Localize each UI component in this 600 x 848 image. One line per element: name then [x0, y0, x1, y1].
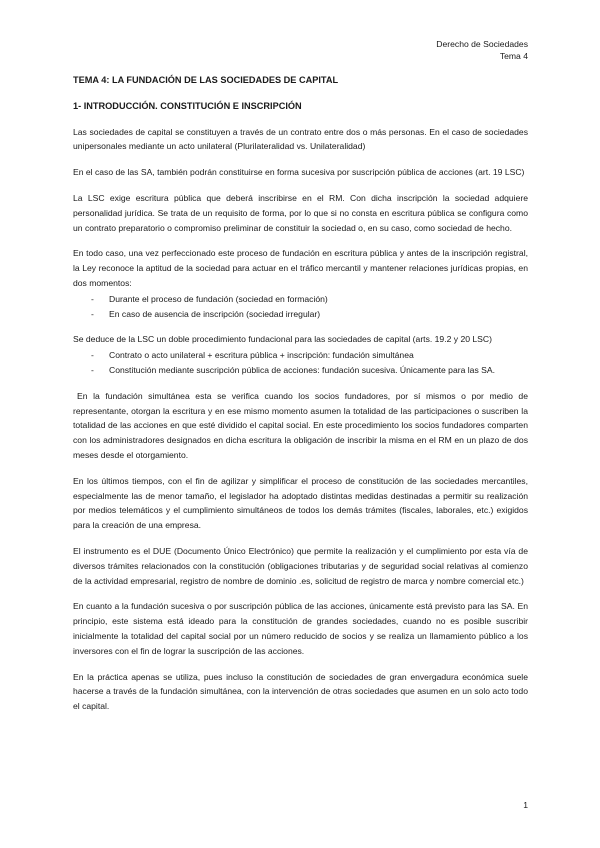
bullet-list [73, 348, 528, 378]
list-item: - En caso de ausencia de inscripción (sociedad irregular) [91, 307, 528, 322]
bullet-list [73, 292, 528, 322]
page-number: 1 [523, 800, 528, 810]
list-item: - Contrato o acto unilateral + escritura pública + inscripción: fundación simultánea [91, 348, 528, 363]
paragraph: En cuanto a la fundación sucesiva o por suscripción pública de las acciones, únicamente está previsto para las SA. En principio, este sistema está ideado para la constitución de grandes sociedades, cuando no es posible suscribir inicialmente la totalidad del capital social por un número reducido de socios y se realiza un llamamiento público a los inversores con el fin de lograr la suscripción de las acciones. [73, 601, 528, 656]
paragraph: En todo caso, una vez perfeccionado este proceso de fundación en escritura pública y antes de la inscripción registral, la Ley reconoce la aptitud de la sociedad para actuar en el tráfico mercantil y mantener relaciones jurídicas propias, en dos momentos: [73, 248, 528, 288]
paragraph: En la fundación simultánea esta se verifica cuando los socios fundadores, por sí mismos o por medio de representante, otorgan la escritura y en ese mismo momento asumen la totalidad de las participaciones o suscriben la totalidad de las acciones en que esté dividido el capital social. En este procedimiento los socios fundadores comparten con los administradores designados en dicha escritura la obligación de inscribir la misma en el RM en un plazo de dos meses desde el otorgamiento. [73, 390, 528, 460]
paragraph: El instrumento es el DUE (Documento Único Electrónico) que permite la realización y el cumplimiento por esta vía de diversos trámites relacionados con la constitución (obligaciones tributarias y de seguridad social relativas al comienzo de la actividad empresarial, registro de nombre de dominio .es, solicitud de registro de marca y nombre comercial etc.) [73, 545, 528, 586]
header-topic: Tema 4 [499, 51, 528, 61]
page-header [436, 38, 528, 62]
section-heading: 1- INTRODUCCIÓN. CONSTITUCIÓN E INSCRIPCIÓN [73, 100, 302, 111]
paragraph: En los últimos tiempos, con el fin de agilizar y simplificar el proceso de constitución de las sociedades mercantiles, especialmente las de menor tamaño, el legislador ha adoptado distintas medidas destinadas a permitir su realización por medios telemáticos y el cumplimiento simultáneos de todos los demás trámites (fiscales, laborales, etc.) exigidos para la creación de una empresa. [73, 475, 528, 531]
document-body [73, 73, 528, 725]
paragraph: En la práctica apenas se utiliza, pues incluso la constitución de sociedades de gran envergadura económica suele hacerse a través de la fundación simultánea, con la intervención de otras sociedades que asumen en un solo acto todo el capital. [73, 671, 528, 712]
paragraph: Las sociedades de capital se constituyen a través de un contrato entre dos o más personas. En el caso de sociedades unipersonales mediante un acto unilateral (Plurilateralidad vs. Unilateralidad) [73, 126, 528, 152]
list-item: - Durante el proceso de fundación (sociedad en formación) [91, 292, 528, 307]
document-title: TEMA 4: LA FUNDACIÓN DE LAS SOCIEDADES DE CAPITAL [73, 75, 339, 85]
paragraph: En el caso de las SA, también podrán constituirse en forma sucesiva por suscripción pública de acciones (art. 19 LSC) [73, 167, 525, 178]
list-item: - Constitución mediante suscripción pública de acciones: fundación sucesiva. Únicamente para las SA. [91, 363, 528, 378]
header-course: Derecho de Sociedades [436, 39, 528, 49]
paragraph: Se deduce de la LSC un doble procedimiento fundacional para las sociedades de capital (arts. 19.2 y 20 LSC) [73, 334, 492, 345]
paragraph: La LSC exige escritura pública que deberá inscribirse en el RM. Con dicha inscripción la sociedad adquiere personalidad jurídica. Se trata de un requisito de forma, por lo que si no consta en escritura pública se configura como un contrato preparatorio o compromiso preliminar de constituir la sociedad o, en su caso, como sociedad de hecho. [73, 192, 528, 233]
